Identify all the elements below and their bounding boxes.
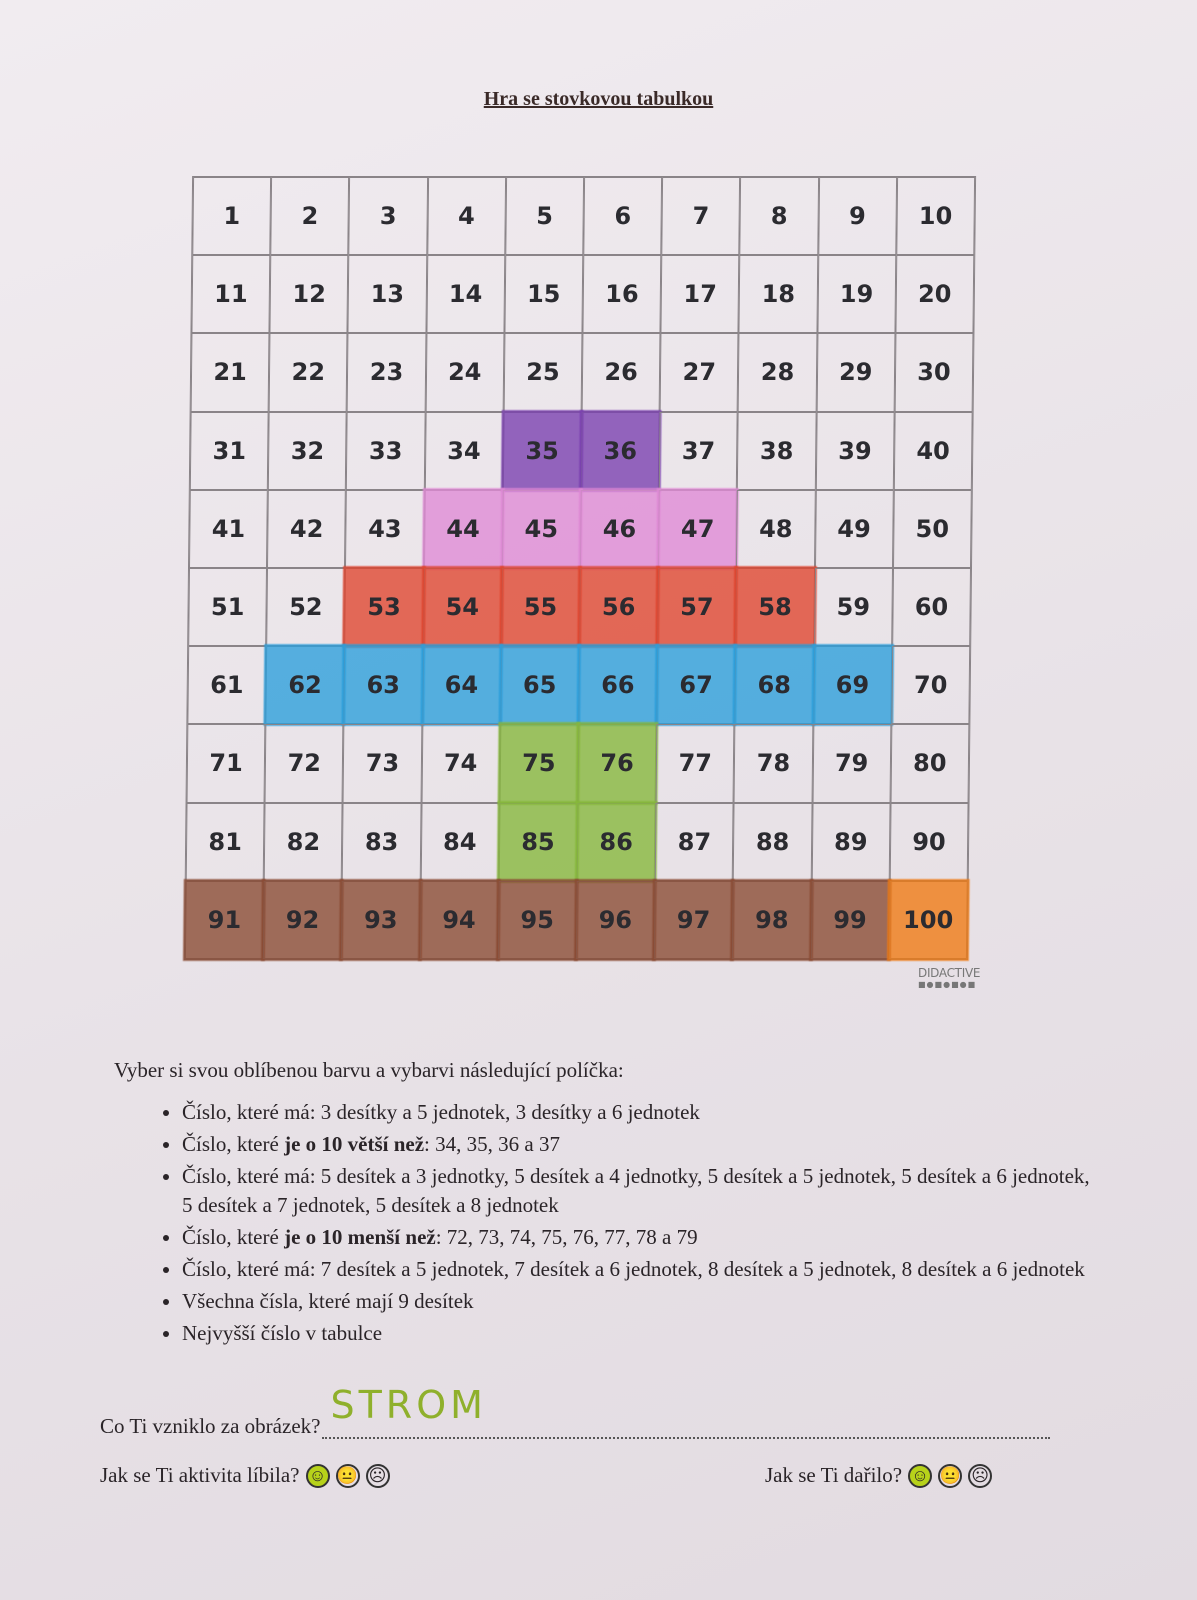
cell-number: 92 [285, 905, 320, 934]
cell-number: 90 [912, 827, 946, 856]
question-row [100, 1383, 1050, 1439]
cell-number: 1 [223, 202, 241, 231]
grid-cell [893, 490, 972, 568]
worksheet-title: Hra se stovkovou tabulkou [483, 88, 714, 110]
grid-cell [505, 177, 584, 255]
cell-number: 29 [838, 358, 873, 387]
cell-number: 65 [522, 671, 557, 700]
grid-cell [270, 255, 349, 333]
cell-number: 72 [287, 749, 322, 778]
cell-number: 58 [758, 593, 792, 622]
grid-cell [658, 490, 737, 568]
cell-number: 48 [759, 514, 793, 543]
grid-cell [420, 803, 499, 881]
grid-cell [421, 724, 500, 802]
cell-number: 27 [682, 358, 717, 387]
instruction-item [182, 1223, 1102, 1252]
grid-cell [889, 881, 968, 959]
grid-cell [264, 803, 343, 881]
question-label: Co Ti vzniklo za obrázek? [100, 1414, 321, 1438]
grid-cell [810, 881, 889, 959]
cell-number: 99 [833, 905, 867, 934]
cell-number: 22 [291, 358, 326, 387]
grid-cell [815, 412, 894, 490]
cell-number: 46 [602, 514, 637, 543]
grid-cell [583, 177, 662, 255]
grid-cell [270, 177, 349, 255]
grid-cell [737, 412, 816, 490]
instruction-bold: je o 10 větší než [284, 1132, 425, 1156]
grid-cell [502, 490, 581, 568]
cell-number: 42 [289, 514, 324, 543]
grid-cell [815, 490, 894, 568]
cell-number: 94 [442, 905, 476, 934]
grid-cell [190, 412, 269, 490]
instruction-pre: Číslo, které [182, 1132, 285, 1156]
instruction-pre: Číslo, které má: 3 desítky a 5 jednotek, 3 desítky a 6 jednotek [182, 1100, 700, 1124]
cell-number: 64 [444, 671, 479, 700]
cell-number: 16 [605, 280, 639, 309]
cell-number: 53 [367, 593, 401, 622]
cell-number: 10 [918, 202, 953, 231]
grid-cell [342, 803, 421, 881]
cell-number: 63 [366, 671, 401, 700]
grid-cell [343, 724, 422, 802]
cell-number: 44 [446, 514, 480, 543]
grid-cell [503, 333, 582, 411]
grid-cell [191, 255, 270, 333]
logo-dots: ■●■●■●■ [918, 980, 977, 989]
grid-cell [424, 490, 503, 568]
cell-number: 61 [210, 671, 244, 700]
rating-like [100, 1463, 390, 1488]
cell-number: 88 [755, 827, 790, 856]
grid-cell [734, 724, 813, 802]
grid-cell [661, 177, 740, 255]
grid-cell [192, 177, 271, 255]
grid-cell [818, 177, 897, 255]
cell-number: 35 [525, 436, 559, 465]
cell-number: 11 [214, 280, 248, 309]
cell-number: 23 [369, 358, 404, 387]
cell-number: 18 [761, 280, 796, 309]
grid-cell [187, 724, 266, 802]
instruction-item [182, 1255, 1102, 1284]
grid-cell [189, 490, 268, 568]
grid-cell [813, 646, 892, 724]
cell-number: 47 [680, 514, 715, 543]
grid-cell [891, 646, 970, 724]
grid-cell [185, 881, 264, 959]
cell-number: 9 [848, 202, 866, 231]
grid-cell [816, 333, 895, 411]
grid-cell [348, 255, 427, 333]
instruction-item [182, 1319, 1102, 1348]
happy-face-icon[interactable]: ☺ [306, 1464, 330, 1488]
grid-cell [577, 803, 656, 881]
cell-number: 30 [917, 358, 951, 387]
cell-number: 36 [603, 436, 638, 465]
grid-cell [501, 568, 580, 646]
sad-face-icon[interactable]: ☹ [366, 1464, 390, 1488]
cell-number: 67 [679, 671, 713, 700]
grid-cell [191, 333, 270, 411]
cell-number: 50 [915, 514, 950, 543]
cell-number: 80 [912, 749, 947, 778]
grid-cell [661, 255, 740, 333]
cell-number: 95 [520, 905, 555, 934]
grid-cell [499, 803, 578, 881]
grid-cell [266, 646, 345, 724]
cell-number: 3 [379, 202, 397, 231]
grid-cell [578, 646, 657, 724]
cell-number: 54 [445, 593, 480, 622]
grid-cell [656, 724, 735, 802]
grid-cell [812, 724, 891, 802]
cell-number: 84 [442, 827, 477, 856]
neutral-face-icon[interactable]: 😐 [938, 1464, 962, 1488]
didactive-logo [918, 966, 980, 989]
cell-number: 87 [677, 827, 712, 856]
instruction-item [182, 1287, 1102, 1316]
cell-number: 68 [757, 671, 792, 700]
grid-cell [267, 490, 346, 568]
grid-cell [498, 881, 577, 959]
cell-number: 17 [683, 280, 717, 309]
grid-cell [503, 412, 582, 490]
cell-number: 55 [523, 593, 558, 622]
cell-number: 69 [835, 671, 870, 700]
instruction-bold: je o 10 menší než [284, 1225, 436, 1249]
sad-face-icon[interactable]: ☹ [968, 1464, 992, 1488]
grid-cell [890, 724, 969, 802]
grid-cell [894, 412, 973, 490]
neutral-face-icon[interactable]: 😐 [336, 1464, 360, 1488]
grid-cell [892, 568, 971, 646]
grid-cell [265, 724, 344, 802]
grid-cell [581, 412, 660, 490]
grid-cell [659, 412, 738, 490]
cell-number: 52 [289, 593, 323, 622]
grid-cell [736, 490, 815, 568]
cell-number: 38 [759, 436, 794, 465]
cell-number: 14 [448, 280, 483, 309]
grid-cell [578, 724, 657, 802]
grid-cell [500, 646, 579, 724]
cell-number: 13 [370, 280, 405, 309]
cell-number: 60 [914, 593, 949, 622]
handwritten-answer: STROM [330, 1383, 487, 1427]
grid-cell [345, 568, 424, 646]
rating-like-label: Jak se Ti aktivita líbila? [100, 1463, 300, 1487]
grid-cell [344, 646, 423, 724]
cell-number: 57 [680, 593, 714, 622]
cell-number: 5 [536, 202, 554, 231]
answer-line [322, 1383, 1050, 1439]
cell-number: 12 [292, 280, 326, 309]
cell-number: 56 [601, 593, 636, 622]
rating-success-label: Jak se Ti dařilo? [765, 1463, 903, 1487]
grid-cell [504, 255, 583, 333]
cell-number: 45 [524, 514, 559, 543]
cell-number: 77 [678, 749, 713, 778]
instruction-pre: Číslo, které má: 5 desítek a 3 jednotky, 5 desítek a 4 jednotky, 5 desítek a 5 jednotek, 5 desítek a 6 jednotek, 5 desítek a 7 jednotek, 5 desítek a 8 jednotek [182, 1164, 1090, 1217]
cell-number: 26 [604, 358, 638, 387]
cell-number: 89 [833, 827, 868, 856]
cell-number: 83 [364, 827, 399, 856]
grid-cell [739, 255, 818, 333]
cell-number: 21 [213, 358, 247, 387]
grid-cell [349, 177, 428, 255]
cell-number: 43 [368, 514, 402, 543]
grid-cell [733, 803, 812, 881]
grid-cell [580, 490, 659, 568]
grid-cell [347, 333, 426, 411]
cell-number: 2 [301, 202, 319, 231]
logo-text: DIDACTIVE [918, 966, 981, 980]
grid-cell [895, 255, 974, 333]
grid-cell [422, 646, 501, 724]
grid-cell [268, 412, 347, 490]
grid-cell [188, 568, 267, 646]
grid-cell [423, 568, 502, 646]
grid-cell [346, 412, 425, 490]
grid-cell [269, 333, 348, 411]
grid-cell [657, 568, 736, 646]
instruction-item [182, 1162, 1102, 1220]
grid-cell [579, 568, 658, 646]
cell-number: 41 [211, 514, 246, 543]
cell-number: 51 [210, 593, 245, 622]
cell-number: 79 [834, 749, 869, 778]
grid-cell [736, 568, 815, 646]
cell-number: 32 [290, 436, 325, 465]
grid-cell [654, 881, 733, 959]
grid-cell [341, 881, 420, 959]
cell-number: 85 [521, 827, 555, 856]
cell-number: 33 [368, 436, 403, 465]
cell-number: 78 [756, 749, 791, 778]
instruction-pre: Číslo, které [182, 1225, 285, 1249]
grid-cell [811, 803, 890, 881]
grid-cell [419, 881, 498, 959]
hundred-chart-grid [184, 176, 976, 960]
cell-number: 20 [917, 280, 952, 309]
happy-face-icon[interactable]: ☺ [908, 1464, 932, 1488]
grid-cell [817, 255, 896, 333]
instruction-pre: Číslo, které má: 7 desítek a 5 jednotek, 7 desítek a 6 jednotek, 8 desítek a 5 jednotek, 8 desítek a 6 jednotek [182, 1257, 1085, 1281]
cell-number: 25 [526, 358, 560, 387]
grid-cell [740, 177, 819, 255]
grid-cell [582, 333, 661, 411]
cell-number: 74 [443, 749, 478, 778]
cell-number: 8 [770, 202, 788, 231]
cell-number: 91 [207, 905, 242, 934]
grid-cell [263, 881, 342, 959]
cell-number: 82 [286, 827, 321, 856]
grid-cell [735, 646, 814, 724]
grid-cell [582, 255, 661, 333]
cell-number: 59 [836, 593, 871, 622]
grid-cell [814, 568, 893, 646]
grid-cell [655, 803, 734, 881]
cell-number: 39 [838, 436, 872, 465]
grid-cell [732, 881, 811, 959]
instruction-pre: Všechna čísla, které mají 9 desítek [182, 1289, 474, 1313]
grid-cell [738, 333, 817, 411]
grid-cell [266, 568, 345, 646]
cell-number: 100 [902, 905, 954, 934]
grid-cell [657, 646, 736, 724]
cell-number: 37 [681, 436, 716, 465]
cell-number: 7 [692, 202, 710, 231]
grid-cell [427, 177, 506, 255]
rating-success [765, 1463, 992, 1488]
cell-number: 97 [676, 905, 711, 934]
grid-cell [894, 333, 973, 411]
cell-number: 62 [288, 671, 322, 700]
instructions-list [140, 1098, 1102, 1351]
cell-number: 40 [916, 436, 950, 465]
cell-number: 24 [447, 358, 482, 387]
cell-number: 31 [212, 436, 247, 465]
grid-cell [896, 177, 975, 255]
grid-cell [425, 333, 504, 411]
cell-number: 76 [600, 749, 634, 778]
cell-number: 70 [913, 671, 948, 700]
cell-number: 6 [614, 202, 632, 231]
grid-cell [424, 412, 503, 490]
cell-number: 19 [839, 280, 874, 309]
cell-number: 81 [208, 827, 243, 856]
grid-cell [660, 333, 739, 411]
cell-number: 98 [754, 905, 789, 934]
grid-cell [345, 490, 424, 568]
instruction-item [182, 1130, 1102, 1159]
cell-number: 71 [209, 749, 243, 778]
cell-number: 93 [363, 905, 398, 934]
cell-number: 86 [599, 827, 634, 856]
cell-number: 75 [521, 749, 556, 778]
instruction-post: : 34, 35, 36 a 37 [424, 1132, 560, 1156]
cell-number: 96 [598, 905, 633, 934]
cell-number: 28 [760, 358, 795, 387]
grid-cell [186, 803, 265, 881]
cell-number: 34 [447, 436, 481, 465]
instruction-item [182, 1098, 1102, 1127]
grid-cell [499, 724, 578, 802]
cell-number: 15 [526, 280, 561, 309]
instruction-pre: Nejvyšší číslo v tabulce [182, 1321, 383, 1345]
cell-number: 4 [457, 202, 475, 231]
instruction-post: : 72, 73, 74, 75, 76, 77, 78 a 79 [435, 1225, 698, 1249]
cell-number: 66 [601, 671, 635, 700]
cell-number: 73 [365, 749, 400, 778]
grid-cell [890, 803, 969, 881]
grid-cell [426, 255, 505, 333]
grid-cell [187, 646, 266, 724]
instructions-intro: Vyber si svou oblíbenou barvu a vybarvi následující políčka: [114, 1058, 624, 1082]
cell-number: 49 [837, 514, 871, 543]
grid-cell [576, 881, 655, 959]
